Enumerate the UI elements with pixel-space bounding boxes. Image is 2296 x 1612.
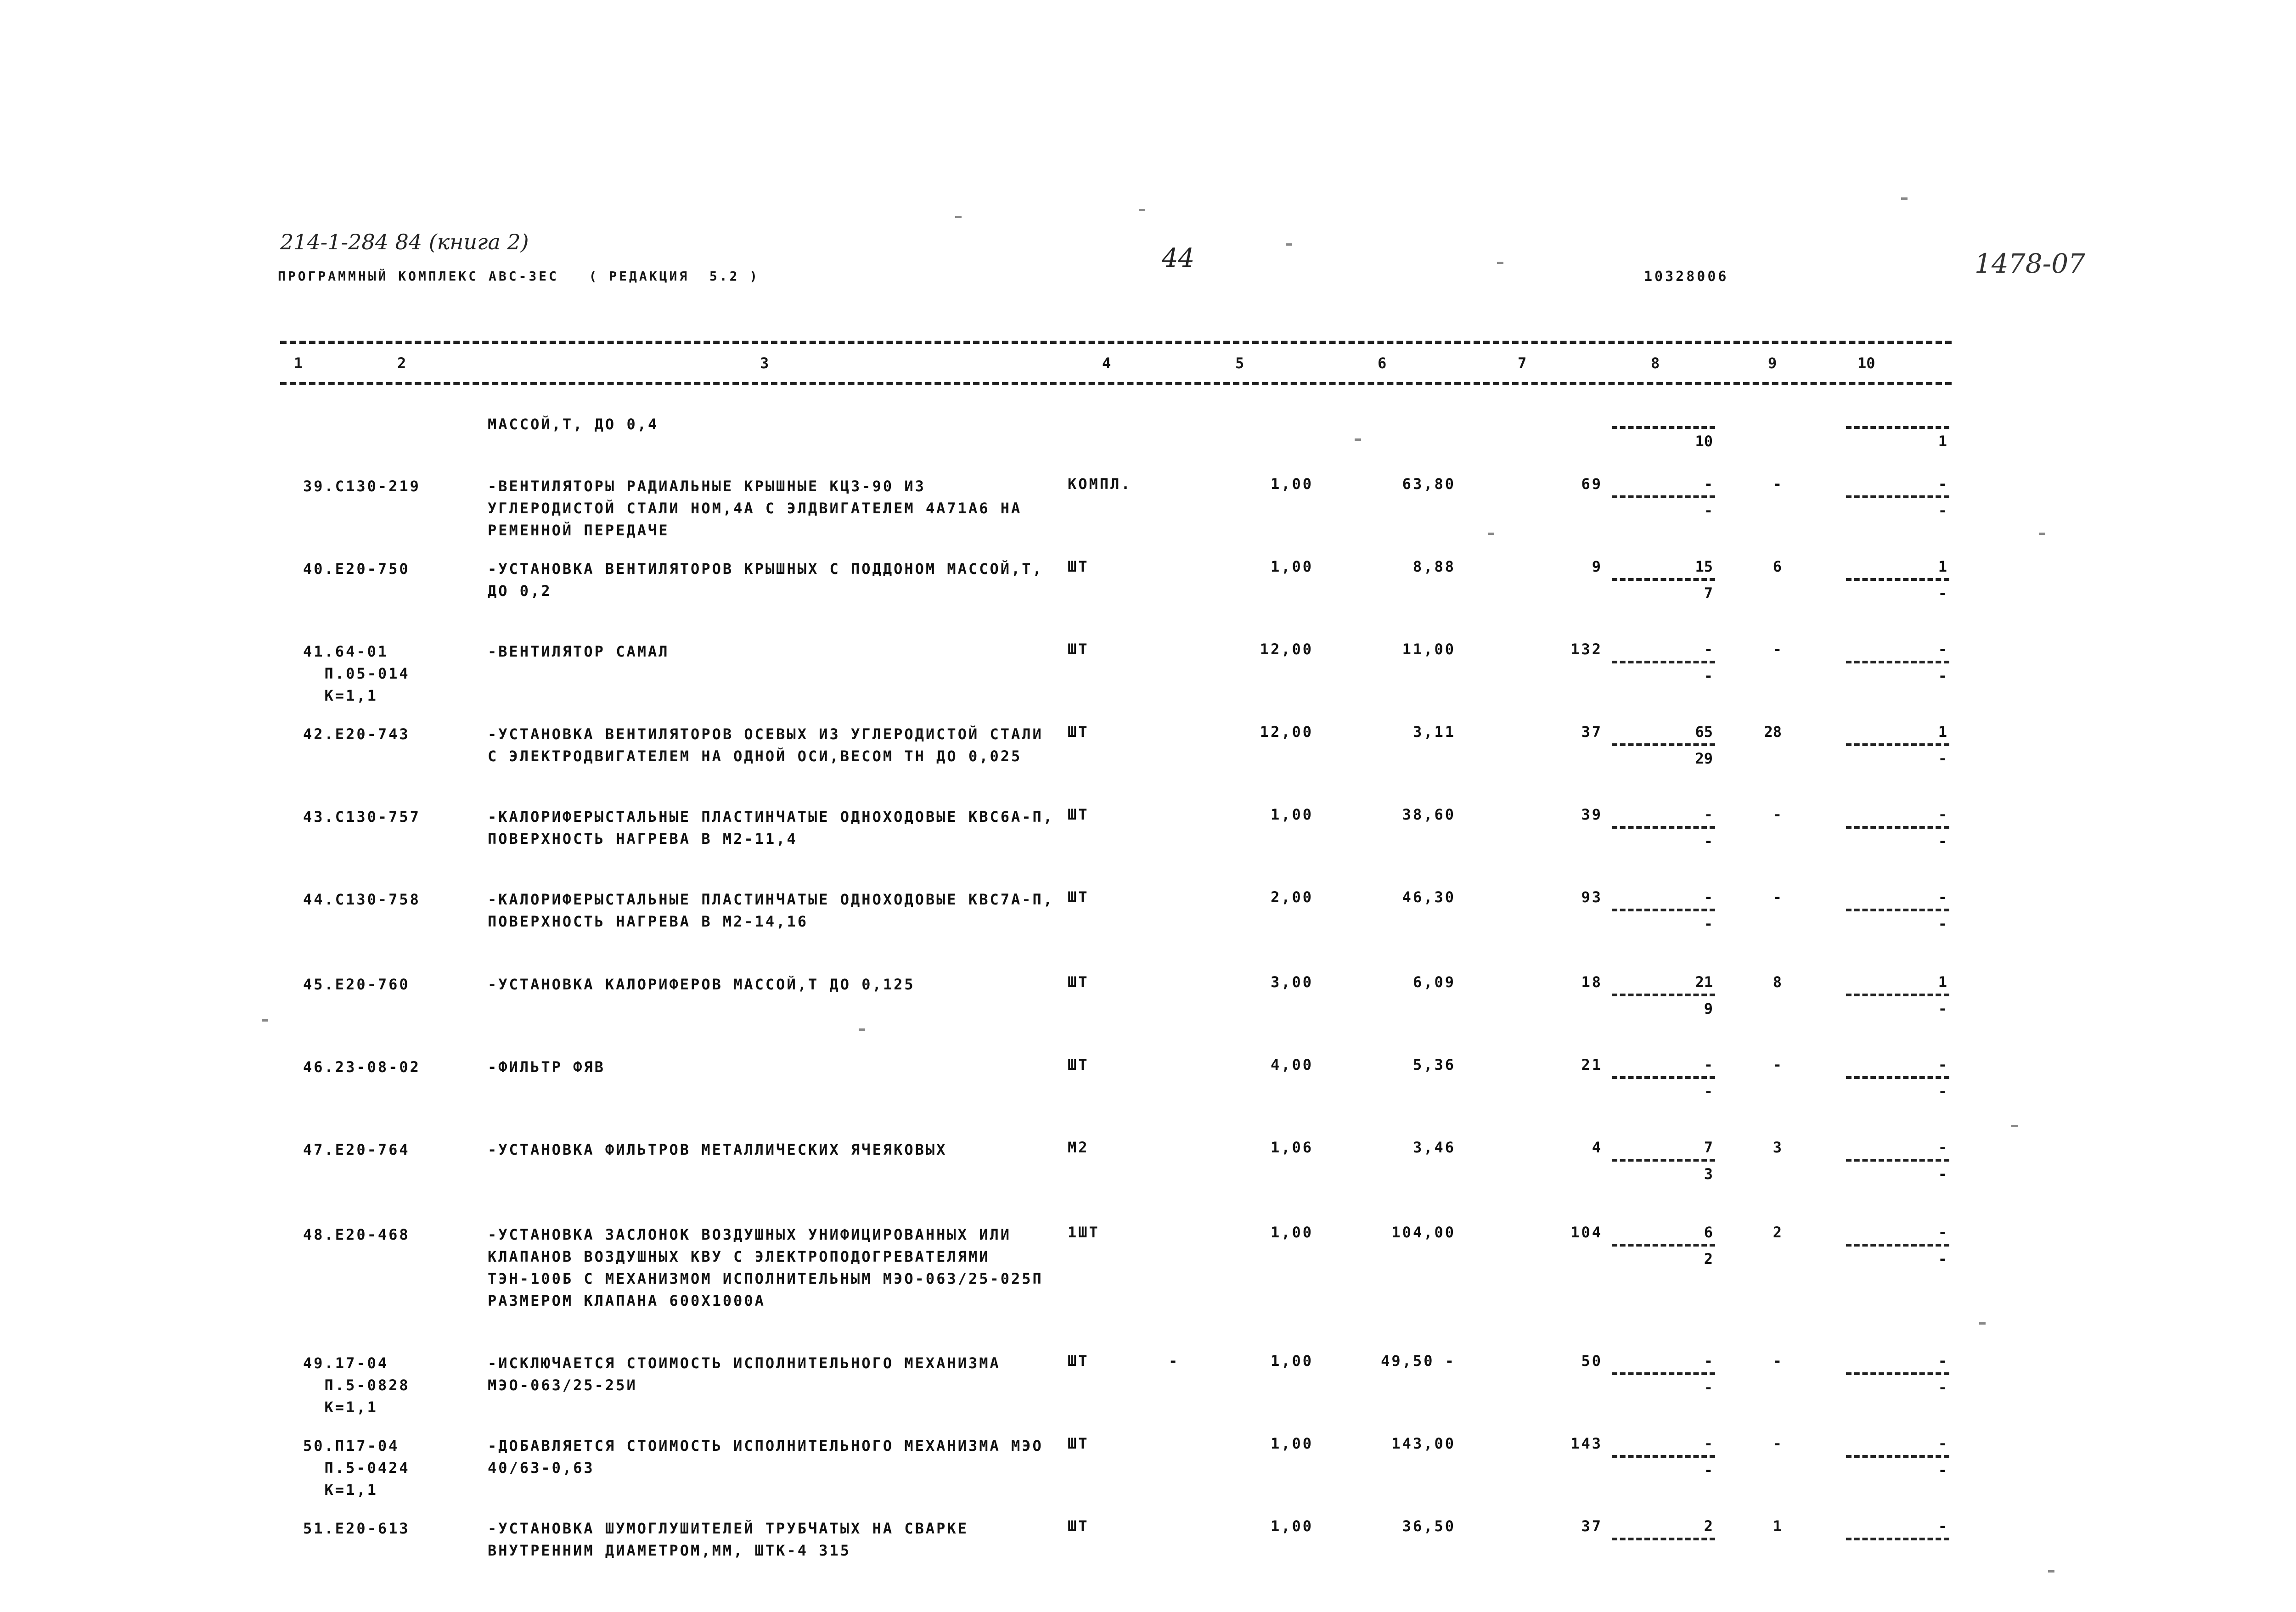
table-row (0, 558, 2296, 636)
unit-price: 46,30 (1402, 888, 1456, 906)
quantity: 1,06 (1270, 1139, 1313, 1156)
unit-of-measure: М2 (1068, 1139, 1089, 1156)
installation-value: 28 (1764, 723, 1782, 741)
machine-bottom-value: - (1938, 832, 1947, 850)
item-code: 44.С130-758 (303, 891, 421, 908)
item-description: -УСТАНОВКА ВЕНТИЛЯТОРОВ КРЫШНЫХ С ПОДДОНОМ МАССОЙ,Т, ДО 0,2 (488, 560, 1043, 600)
scan-speck (2039, 533, 2045, 535)
table-row (0, 1224, 2296, 1309)
scan-speck (1286, 243, 1292, 246)
labor-top-value: - (1704, 475, 1713, 493)
unit-of-measure: ШТ (1068, 973, 1089, 991)
installation-value: 8 (1773, 973, 1782, 991)
item-description: -ДОБАВЛЯЕТСЯ СТОИМОСТЬ ИСПОЛНИТЕЛЬНОГО МЕХАНИЗМА МЭО 40/63-0,63 (488, 1437, 1043, 1477)
machine-bottom-value: - (1938, 667, 1947, 685)
fraction-line-col8 (1612, 743, 1715, 746)
labor-top-value: 7 (1704, 1139, 1713, 1156)
fraction-line-col8 (1612, 826, 1715, 829)
labor-bottom-value: 10 (1695, 432, 1713, 450)
item-code: 49.17-04 П.5-0828 К=1,1 (303, 1354, 410, 1416)
scan-speck (859, 1028, 865, 1031)
quantity: 1,00 (1270, 1224, 1313, 1241)
unit-price: 6,09 (1412, 973, 1456, 991)
machine-top-value: - (1938, 475, 1947, 493)
quantity: 1,00 (1270, 1435, 1313, 1452)
labor-top-value: - (1704, 1352, 1713, 1370)
machine-bottom-value: 1 (1938, 432, 1947, 450)
item-code: 45.Е20-760 (303, 976, 410, 993)
machine-top-value: - (1938, 640, 1947, 658)
table-row (0, 1139, 2296, 1217)
total-cost: 21 (1581, 1056, 1603, 1073)
item-code: 50.П17-04 П.5-0424 К=1,1 (303, 1437, 410, 1499)
unit-price: 38,60 (1402, 806, 1456, 823)
machine-top-value: - (1938, 1139, 1947, 1156)
labor-bottom-value: - (1704, 1083, 1713, 1100)
table-row (0, 1056, 2296, 1134)
fraction-line-col10 (1846, 826, 1949, 829)
document-code: 214-1-284 84 (книга 2) (280, 230, 529, 254)
machine-top-value: - (1938, 1435, 1947, 1452)
fraction-line-col8 (1612, 1538, 1715, 1540)
item-description: -УСТАНОВКА ЗАСЛОНОК ВОЗДУШНЫХ УНИФИЦИРОВАННЫХ ИЛИ КЛАПАНОВ ВОЗДУШНЫХ КВУ С ЭЛЕКТРОПОДОГРЕВАТЕЛЯМИ ТЭН-100Б С МЕХАНИЗМОМ ИСПОЛНИТЕЛЬНЫМ МЭО-063/25-025П РАЗМЕРОМ КЛАПАНА 600Х1000А (488, 1226, 1043, 1309)
fraction-line-col8 (1612, 495, 1715, 498)
fraction-line-col8 (1612, 1244, 1715, 1247)
fraction-line-col8 (1612, 1455, 1715, 1458)
fraction-line-col8 (1612, 1076, 1715, 1079)
minus-sign: - (1169, 1352, 1178, 1370)
installation-value: - (1773, 888, 1782, 906)
machine-bottom-value: - (1938, 1461, 1947, 1479)
labor-top-value: - (1704, 640, 1713, 658)
item-description: -ФИЛЬТР ФЯВ (488, 1058, 605, 1076)
unit-price: 8,88 (1412, 558, 1456, 575)
labor-top-value: - (1704, 1435, 1713, 1452)
quantity: 3,00 (1270, 973, 1313, 991)
fraction-line-col10 (1846, 909, 1949, 911)
machine-bottom-value: - (1938, 1000, 1947, 1017)
installation-value: - (1773, 806, 1782, 823)
fraction-line-col10 (1846, 743, 1949, 746)
item-description: -ВЕНТИЛЯТОР САМАЛ (488, 643, 670, 660)
quantity: 1,00 (1270, 475, 1313, 493)
table-row (0, 723, 2296, 801)
labor-top-value: 2 (1704, 1517, 1713, 1535)
total-cost: 4 (1592, 1139, 1603, 1156)
labor-top-value: 21 (1695, 973, 1713, 991)
header-rule-top (280, 341, 1952, 344)
column-number-1: 1 (294, 354, 303, 372)
unit-price: 104,00 (1391, 1224, 1456, 1241)
document-id: 10328006 (1644, 269, 1729, 285)
item-description: -КАЛОРИФЕРЫСТАЛЬНЫЕ ПЛАСТИНЧАТЫЕ ОДНОХОДОВЫЕ КВС6А-П, ПОВЕРХНОСТЬ НАГРЕВА В М2-11,4 (488, 808, 1054, 848)
column-number-6: 6 (1378, 354, 1387, 372)
item-description: -УСТАНОВКА КАЛОРИФЕРОВ МАССОЙ,Т ДО 0,125 (488, 976, 915, 993)
scan-speck (1488, 533, 1494, 535)
unit-of-measure: ШТ (1068, 1435, 1089, 1452)
table-row (0, 1435, 2296, 1513)
continuation-text: МАССОЙ,Т, ДО 0,4 (488, 416, 659, 433)
column-number-8: 8 (1651, 354, 1660, 372)
unit-price: 5,36 (1412, 1056, 1456, 1073)
unit-price: 36,50 (1402, 1517, 1456, 1535)
table-row (0, 806, 2296, 884)
scan-speck (955, 216, 962, 218)
column-number-4: 4 (1102, 354, 1111, 372)
archive-stamp: 1478-07 (1975, 248, 2086, 279)
item-description: -УСТАНОВКА ШУМОГЛУШИТЕЛЕЙ ТРУБЧАТЫХ НА СВАРКЕ ВНУТРЕННИМ ДИАМЕТРОМ,ММ, ШТК-4 315 (488, 1520, 968, 1559)
fraction-line-col8 (1612, 994, 1715, 996)
labor-bottom-value: - (1704, 1379, 1713, 1396)
machine-bottom-value: - (1938, 1165, 1947, 1183)
machine-top-value: - (1938, 806, 1947, 823)
machine-bottom-value: - (1938, 1250, 1947, 1268)
machine-bottom-value: - (1938, 750, 1947, 767)
scan-speck (262, 1019, 268, 1022)
total-cost: 18 (1581, 973, 1603, 991)
labor-bottom-value: 9 (1704, 1000, 1713, 1017)
quantity: 1,00 (1270, 1517, 1313, 1535)
labor-bottom-value: - (1704, 667, 1713, 685)
machine-bottom-value: - (1938, 502, 1947, 519)
unit-of-measure: ШТ (1068, 1056, 1089, 1073)
item-description: -ВЕНТИЛЯТОРЫ РАДИАЛЬНЫЕ КРЫШНЫЕ КЦЗ-90 ИЗ УГЛЕРОДИСТОЙ СТАЛИ НОМ,4А С ЭЛДВИГАТЕЛЕМ 4А71А6 НА РЕМЕННОЙ ПЕРЕДАЧЕ (488, 477, 1022, 539)
quantity: 1,00 (1270, 558, 1313, 575)
total-cost: 93 (1581, 888, 1603, 906)
quantity: 1,00 (1270, 1352, 1313, 1370)
machine-top-value: 1 (1938, 558, 1947, 575)
column-number-7: 7 (1518, 354, 1527, 372)
item-code: 46.23-08-02 (303, 1058, 421, 1076)
labor-top-value: 15 (1695, 558, 1713, 575)
unit-of-measure: ШТ (1068, 888, 1089, 906)
machine-bottom-value: - (1938, 915, 1947, 932)
fraction-line-col8 (1612, 1372, 1715, 1375)
table-row (0, 475, 2296, 553)
machine-top-value: - (1938, 888, 1947, 906)
item-description: -КАЛОРИФЕРЫСТАЛЬНЫЕ ПЛАСТИНЧАТЫЕ ОДНОХОДОВЫЕ КВС7А-П, ПОВЕРХНОСТЬ НАГРЕВА В М2-14,16 (488, 891, 1054, 930)
labor-top-value: 6 (1704, 1224, 1713, 1241)
total-cost: 37 (1581, 723, 1603, 741)
fraction-line-col10 (1846, 1538, 1949, 1540)
table-row (0, 888, 2296, 966)
quantity: 4,00 (1270, 1056, 1313, 1073)
machine-top-value: 1 (1938, 723, 1947, 741)
item-description: -УСТАНОВКА ФИЛЬТРОВ МЕТАЛЛИЧЕСКИХ ЯЧЕЯКОВЫХ (488, 1141, 947, 1158)
column-number-10: 10 (1857, 354, 1875, 372)
item-code: 40.Е20-750 (303, 560, 410, 578)
column-number-3: 3 (760, 354, 769, 372)
total-cost: 50 (1581, 1352, 1603, 1370)
item-code: 47.Е20-764 (303, 1141, 410, 1158)
item-code: 41.64-01 П.05-014 К=1,1 (303, 643, 410, 704)
fraction-line-col10 (1846, 578, 1949, 581)
fraction-line-col8 (1612, 661, 1715, 663)
total-cost: 132 (1570, 640, 1603, 658)
scan-speck (1979, 1322, 1986, 1325)
column-number-5: 5 (1235, 354, 1244, 372)
installation-value: - (1773, 1056, 1782, 1073)
unit-of-measure: ШТ (1068, 1352, 1089, 1370)
item-code: 48.Е20-468 (303, 1226, 410, 1243)
fraction-line-col10 (1846, 1076, 1949, 1079)
unit-of-measure: ШТ (1068, 640, 1089, 658)
machine-top-value: - (1938, 1352, 1947, 1370)
labor-top-value: - (1704, 1056, 1713, 1073)
machine-bottom-value: - (1938, 1379, 1947, 1396)
fraction-line-col8 (1612, 909, 1715, 911)
unit-of-measure: ШТ (1068, 806, 1089, 823)
installation-value: - (1773, 1435, 1782, 1452)
installation-value: - (1773, 1352, 1782, 1370)
labor-bottom-value: 2 (1704, 1250, 1713, 1268)
installation-value: 2 (1773, 1224, 1782, 1241)
scan-speck (2011, 1125, 2018, 1127)
table-row (0, 1352, 2296, 1430)
fraction-line-col10 (1846, 1372, 1949, 1375)
fraction-line-col10 (1846, 1159, 1949, 1162)
item-code: 42.Е20-743 (303, 725, 410, 743)
labor-bottom-value: 29 (1695, 750, 1713, 767)
total-cost: 9 (1592, 558, 1603, 575)
unit-of-measure: ШТ (1068, 1517, 1089, 1535)
fraction-line-col10 (1846, 426, 1949, 429)
fraction-line-col10 (1846, 661, 1949, 663)
scan-speck (1901, 197, 1908, 200)
unit-of-measure: КОМПЛ. (1068, 475, 1132, 493)
labor-top-value: 65 (1695, 723, 1713, 741)
fraction-line-col8 (1612, 426, 1715, 429)
unit-of-measure: ШТ (1068, 558, 1089, 575)
total-cost: 104 (1570, 1224, 1603, 1241)
item-code: 43.С130-757 (303, 808, 421, 826)
unit-price: 143,00 (1391, 1435, 1456, 1452)
unit-price: 3,46 (1412, 1139, 1456, 1156)
labor-bottom-value: - (1704, 915, 1713, 932)
installation-value: - (1773, 640, 1782, 658)
fraction-line-col10 (1846, 994, 1949, 996)
fraction-line-col10 (1846, 1455, 1949, 1458)
machine-top-value: - (1938, 1517, 1947, 1535)
fraction-line-col8 (1612, 1159, 1715, 1162)
page-number: 44 (1162, 243, 1195, 273)
labor-bottom-value: - (1704, 832, 1713, 850)
installation-value: 1 (1773, 1517, 1782, 1535)
table-row (0, 973, 2296, 1051)
labor-bottom-value: - (1704, 1461, 1713, 1479)
installation-value: 3 (1773, 1139, 1782, 1156)
total-cost: 39 (1581, 806, 1603, 823)
unit-of-measure: 1ШТ (1068, 1224, 1100, 1241)
total-cost: 37 (1581, 1517, 1603, 1535)
header-rule-bottom (280, 382, 1952, 385)
unit-price: 63,80 (1402, 475, 1456, 493)
unit-price: 49,50 - (1381, 1352, 1456, 1370)
scan-speck (1139, 209, 1145, 211)
table-row (0, 1517, 2296, 1595)
quantity: 12,00 (1260, 723, 1313, 741)
scan-speck (1497, 262, 1503, 264)
labor-bottom-value: 7 (1704, 584, 1713, 602)
labor-bottom-value: 3 (1704, 1165, 1713, 1183)
quantity: 2,00 (1270, 888, 1313, 906)
machine-bottom-value: - (1938, 584, 1947, 602)
column-number-9: 9 (1768, 354, 1777, 372)
unit-price: 11,00 (1402, 640, 1456, 658)
fraction-line-col10 (1846, 495, 1949, 498)
total-cost: 69 (1581, 475, 1603, 493)
labor-top-value: - (1704, 888, 1713, 906)
scan-speck (2048, 1570, 2054, 1573)
quantity: 1,00 (1270, 806, 1313, 823)
item-code: 51.Е20-613 (303, 1520, 410, 1537)
installation-value: 6 (1773, 558, 1782, 575)
program-title: ПРОГРАММНЫЙ КОМПЛЕКС АВС-ЗЕС ( РЕДАКЦИЯ 5.2 ) (278, 269, 760, 284)
machine-top-value: - (1938, 1056, 1947, 1073)
machine-top-value: - (1938, 1224, 1947, 1241)
table-row (0, 640, 2296, 719)
item-description: -УСТАНОВКА ВЕНТИЛЯТОРОВ ОСЕВЫХ ИЗ УГЛЕРОДИСТОЙ СТАЛИ С ЭЛЕКТРОДВИГАТЕЛЕМ НА ОДНОЙ ОСИ,ВЕСОМ ТН ДО 0,025 (488, 725, 1043, 765)
item-description: -ИСКЛЮЧАЕТСЯ СТОИМОСТЬ ИСПОЛНИТЕЛЬНОГО МЕХАНИЗМА МЭО-063/25-25И (488, 1354, 1001, 1394)
labor-top-value: - (1704, 806, 1713, 823)
installation-value: - (1773, 475, 1782, 493)
labor-bottom-value: - (1704, 502, 1713, 519)
machine-top-value: 1 (1938, 973, 1947, 991)
item-code: 39.С130-219 (303, 477, 421, 495)
total-cost: 143 (1570, 1435, 1603, 1452)
fraction-line-col8 (1612, 578, 1715, 581)
machine-bottom-value: - (1938, 1083, 1947, 1100)
fraction-line-col10 (1846, 1244, 1949, 1247)
unit-price: 3,11 (1412, 723, 1456, 741)
unit-of-measure: ШТ (1068, 723, 1089, 741)
quantity: 12,00 (1260, 640, 1313, 658)
column-number-2: 2 (397, 354, 406, 372)
scan-speck (1355, 438, 1361, 441)
